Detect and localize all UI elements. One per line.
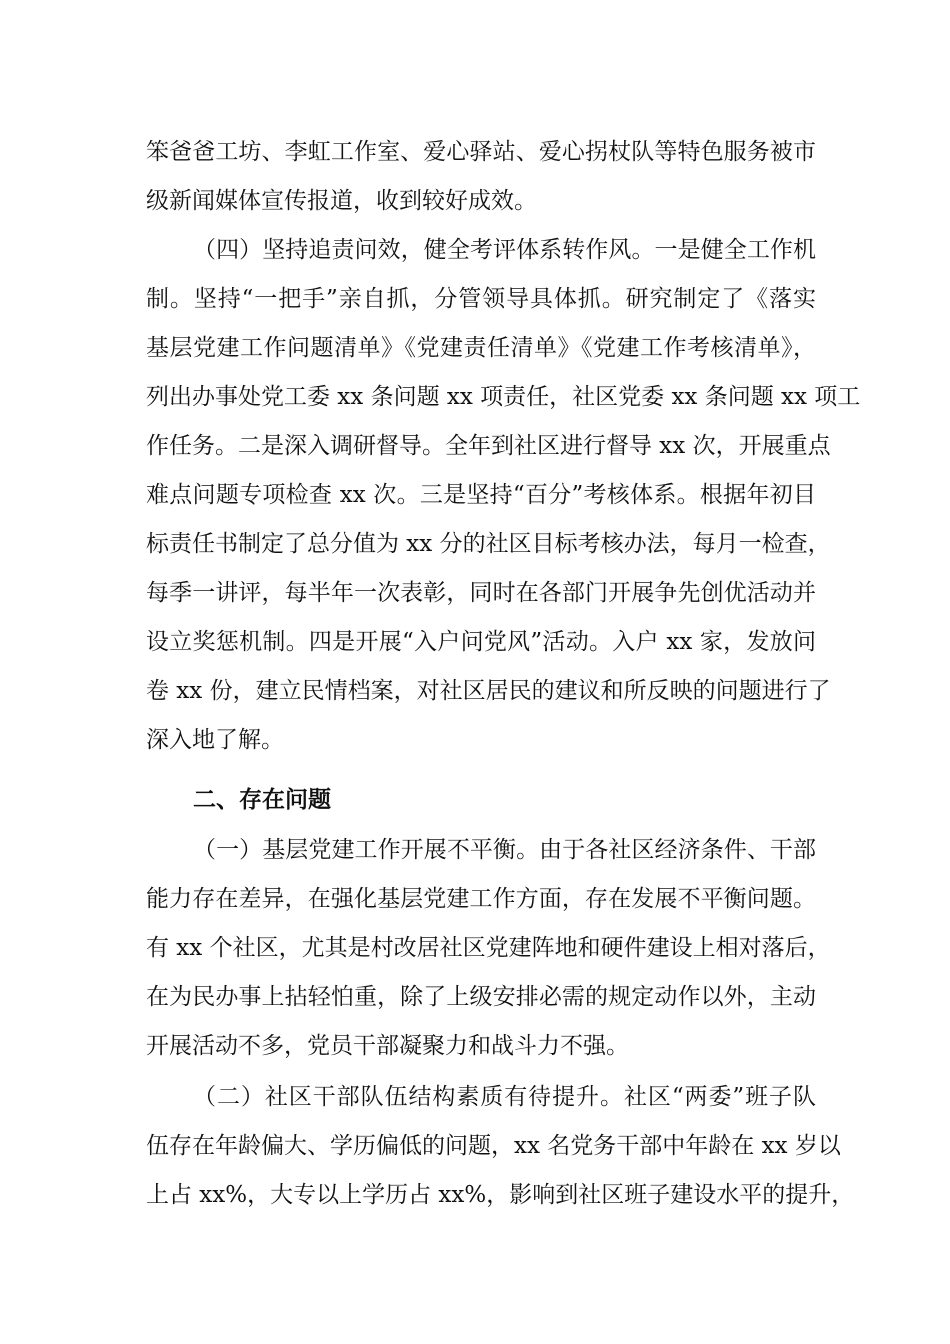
body-text-line: 基层党建工作问题清单》《党建责任清单》《党建工作考核清单》， bbox=[146, 335, 816, 361]
body-text-line: 开展活动不多，党员干部凝聚力和战斗力不强。 bbox=[146, 1033, 629, 1059]
section-heading: 二、存在问题 bbox=[193, 787, 331, 813]
body-text-line: 笨爸爸工坊、李虹工作室、爱心驿站、爱心拐杖队等特色服务被市 bbox=[146, 139, 816, 165]
body-text-line: 难点问题专项检查 xx 次。三是坚持“百分”考核体系。根据年初目 bbox=[146, 482, 816, 508]
body-text-line: 列出办事处党工委 xx 条问题 xx 项责任，社区党委 xx 条问题 xx 项工 bbox=[146, 384, 861, 410]
section-paragraph-start: （二）社区干部队伍结构素质有待提升。社区“两委”班子队 bbox=[193, 1084, 816, 1110]
body-text-line: 能力存在差异，在强化基层党建工作方面，存在发展不平衡问题。 bbox=[146, 886, 816, 912]
body-text-line: 制。坚持“一把手”亲自抓，分管领导具体抓。研究制定了《落实 bbox=[146, 286, 816, 312]
body-text-line: 级新闻媒体宣传报道，收到较好成效。 bbox=[146, 188, 537, 214]
body-text-line: 标责任书制定了总分值为 xx 分的社区目标考核办法，每月一检查， bbox=[146, 531, 831, 557]
section-paragraph-start: （一）基层党建工作开展不平衡。由于各社区经济条件、干部 bbox=[193, 837, 816, 863]
body-text-line: 上占 xx%，大专以上学历占 xx%，影响到社区班子建设水平的提升， bbox=[146, 1182, 855, 1208]
body-text-line: 深入地了解。 bbox=[146, 727, 284, 753]
body-text-line: 有 xx 个社区，尤其是村改居社区党建阵地和硬件建设上相对落后， bbox=[146, 935, 831, 961]
body-text-line: 在为民办事上拈轻怕重，除了上级安排必需的规定动作以外，主动 bbox=[146, 984, 816, 1010]
body-text-line: 卷 xx 份，建立民情档案，对社区居民的建议和所反映的问题进行了 bbox=[146, 678, 831, 704]
section-paragraph-start: （四）坚持追责问效，健全考评体系转作风。一是健全工作机 bbox=[193, 237, 816, 263]
body-text-line: 每季一讲评，每半年一次表彰，同时在各部门开展争先创优活动并 bbox=[146, 580, 816, 606]
body-text-line: 设立奖惩机制。四是开展“入户问党风”活动。入户 xx 家，发放问 bbox=[146, 629, 816, 655]
body-text-line: 作任务。二是深入调研督导。全年到社区进行督导 xx 次，开展重点 bbox=[146, 433, 831, 459]
body-text-line: 伍存在年龄偏大、学历偏低的问题，xx 名党务干部中年龄在 xx 岁以 bbox=[146, 1133, 841, 1159]
